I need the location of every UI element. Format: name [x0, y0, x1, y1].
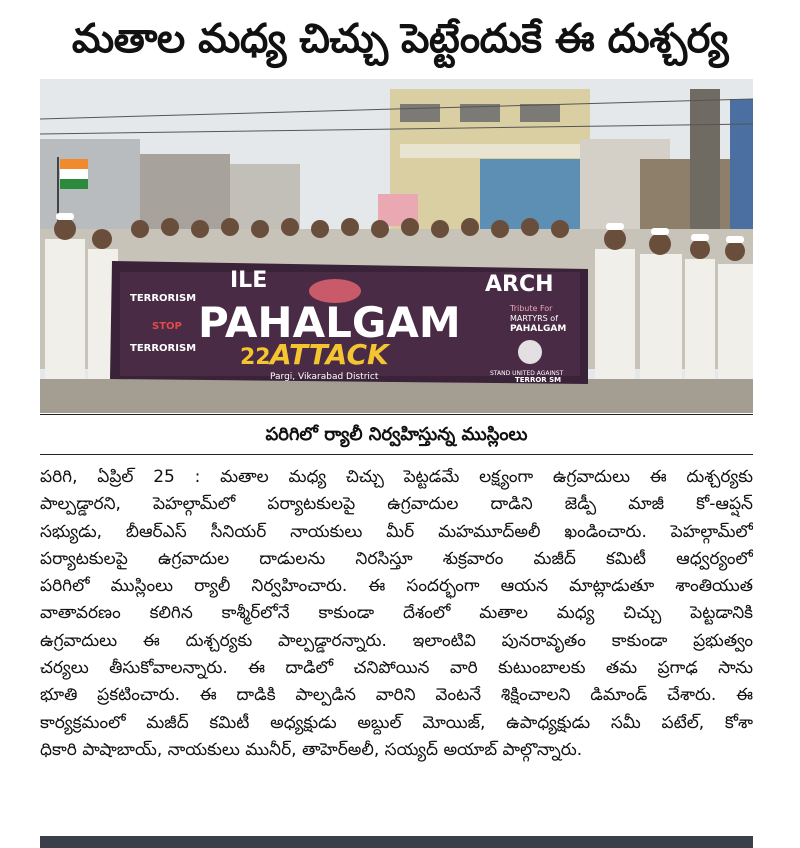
banner-location: Pargi, Vikarabad District [270, 372, 379, 382]
body-line: వాతావరణం కలిగిన కాశ్మీర్‌లోనే కాకుండా దేశంలో మతాల మధ్య చిచ్చు పెట్టడానికి [40, 603, 753, 624]
body-line: సభ్యుడు, బీఆర్ఎస్ సీనియర్ నాయకులు మీర్ మహమూద్అలీ ఖండించారు. పెహల్గామ్‌లో [40, 521, 753, 542]
photo-caption: పరిగిలో ర్యాలీ నిర్వహిస్తున్న ముస్లింలు [265, 424, 528, 445]
banner-date: 22 [240, 345, 271, 370]
banner-right-lower-2: TERROR SM [515, 376, 562, 384]
body-line: పాల్పడ్డారని, పెహల్గామ్‌లో పర్యాటకులపై ఉగ్రవాదుల దాడిని జెడ్పీ మాజీ కో-ఆప్షన్ [40, 494, 753, 515]
body-line: పర్యాటకులపై ఉగ్రవాదుల దాడులను నిరసిస్తూ శుక్రవారం మజీద్ కమిటీ ఆధ్వర్యంలో [40, 548, 753, 569]
banner-stop: STOP [152, 321, 182, 332]
banner-right-upper-2: MARTYRS of [510, 314, 559, 323]
banner-right-lower-1: STAND UNITED AGAINST [490, 370, 564, 377]
banner-right-upper-1: Tribute For [510, 304, 553, 313]
headline: మతాల మధ్య చిచ్చు పెట్టేందుకే ఈ దుశ్చర్య [71, 16, 729, 62]
banner-left-upper: TERRORISM [130, 293, 197, 304]
article-body [40, 464, 753, 764]
body-line: భూతి ప్రకటించారు. ఈ దాడికి పాల్పడిన వారిని వెంటనే శిక్షించాలని డిమాండ్ చేశారు. ఈ [40, 685, 753, 706]
body-line: కార్యక్రమంలో మజీద్ కమిటీ అధ్యక్షుడు అబ్దుల్ మోయిజ్, ఉపాధ్యక్షుడు సమీ పటేల్, కోశా [40, 712, 753, 733]
banner-right-upper-3: PAHALGAM [510, 324, 567, 334]
body-line: పరిగి, ఏప్రిల్ 25 : మతాల మధ్య చిచ్చు పెట్టడమే లక్ష్యంగా ఉగ్రవాదులు ఈ దుశ్చర్యకు [40, 467, 753, 487]
body-line: ధికారి పాషాబాయ్, నాయకులు మునీర్, తాహెర్అలీ, సయ్యద్ అయాబ్ పాల్గొన్నారు. [40, 739, 583, 760]
banner-title-left: ILE [230, 268, 268, 293]
caption-rule-top [40, 414, 753, 415]
fist-icon [518, 340, 542, 364]
caption-rule-bottom [40, 454, 753, 455]
banner-main: PAHALGAM [198, 298, 461, 347]
banner-left-lower: TERRORISM [130, 343, 197, 354]
rally-photo-illustration [40, 79, 753, 413]
body-line: పరిగిలో ముస్లింలు ర్యాలీ నిర్వహించారు. ఈ సందర్భంగా ఆయన మాట్లాడుతూ శాంతియుత [40, 576, 753, 597]
banner-title-right: ARCH [485, 272, 554, 297]
next-article-image-edge [40, 836, 753, 848]
banner-attack: ATTACK [270, 338, 389, 371]
rally-photo [40, 79, 753, 413]
body-line: ఉగ్రవాదులు ఈ దుశ్చర్యకు పాల్పడ్డారన్నారు. ఇలాంటివి పునరావృతం కాకుండా ప్రభుత్వం [40, 630, 753, 651]
body-line: చర్యలు తీసుకోవాలన్నారు. ఈ దాడిలో చనిపోయిన వారి కుటుంబాలకు తమ ప్రగాఢ సాను [40, 658, 753, 679]
